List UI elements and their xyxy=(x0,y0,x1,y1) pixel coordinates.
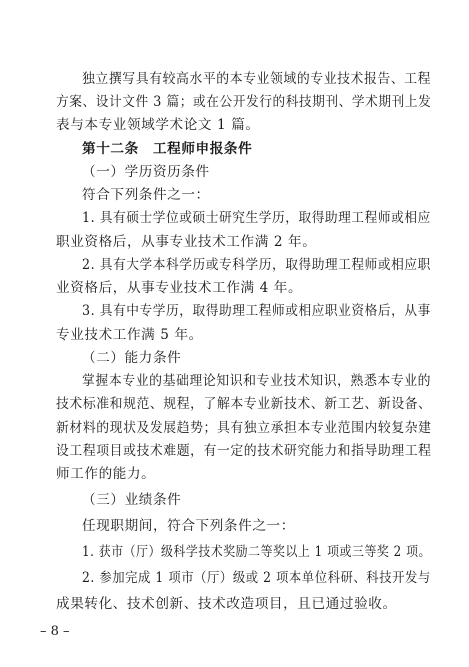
paragraph-line-6: 符合下列条件之一： xyxy=(82,187,210,203)
list-item-3-line-2: 专业技术工作满 5 年。 xyxy=(56,327,203,343)
section-heading-performance-visible: （三）业绩条件 xyxy=(82,492,182,508)
paragraph-line-15: 技术标准和规范、规程，了解本专业新技术、新工艺、新设备、 xyxy=(56,396,432,412)
list-item-3-line-1: 3. 具有中专学历，取得助理工程师或相应职业资格后，从事 xyxy=(82,303,431,319)
section-heading-education: （一）学历资历条件 xyxy=(82,164,210,180)
paragraph-line-1: 独立撰写具有较高水平的本专业领域的专业技术报告、工程 xyxy=(82,71,432,87)
article-heading: 第十二条 工程师申报条件 xyxy=(82,141,253,157)
paragraph-line-18: 师工作的能力。 xyxy=(56,466,156,482)
list-item-2-line-2: 业资格后，从事专业技术工作满 4 年。 xyxy=(56,280,303,296)
page-number: – 8 – xyxy=(40,624,70,639)
list-item-1-line-1: 1. 具有硕士学位或硕士研究生学历，取得助理工程师或相应 xyxy=(82,210,431,226)
paragraph-line-3: 表与本专业领域学术论文 1 篇。 xyxy=(56,117,260,133)
paragraph-line-16: 新材料的现状及发展趋势；具有独立承担本专业范围内较复杂建 xyxy=(56,420,432,436)
paragraph-line-20: 任现职期间，符合下列条件之一： xyxy=(82,518,295,534)
performance-item-1: 1. 获市（厅）级科学技术奖励二等奖以上 1 项或三等奖 2 项。 xyxy=(82,544,431,560)
performance-item-2-line-2: 成果转化、技术创新、技术改造项目，且已通过验收。 xyxy=(56,596,397,612)
paragraph-line-17: 设工程项目或技术难题，有一定的技术研究能力和指导助理工程 xyxy=(56,443,432,459)
paragraph-line-14: 掌握本专业的基础理论知识和专业技术知识，熟悉本专业的 xyxy=(82,373,432,389)
paragraph-line-2: 方案、设计文件 3 篇；或在公开发行的科技期刊、学术期刊上发 xyxy=(56,94,432,110)
performance-item-2-line-1: 2. 参加完成 1 项市（厅）级或 2 项本单位科研、科技开发与 xyxy=(82,570,431,586)
list-item-2-line-1: 2. 具有大学本科学历或专科学历，取得助理工程师或相应职 xyxy=(82,257,431,273)
section-heading-ability: （二）能力条件 xyxy=(82,350,182,366)
list-item-1-line-2: 职业资格后，从事专业技术工作满 2 年。 xyxy=(56,234,317,250)
